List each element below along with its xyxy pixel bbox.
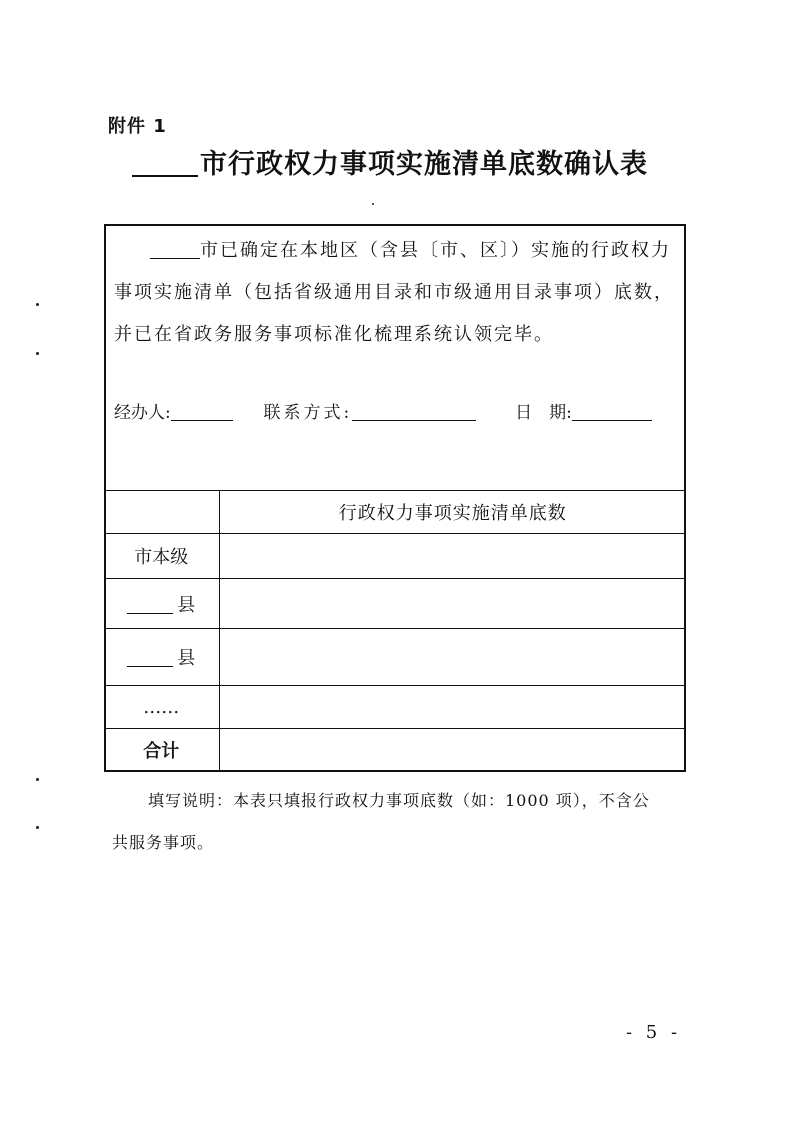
- row-label-text: 县: [177, 648, 196, 669]
- date-label: 日 期:: [515, 403, 572, 423]
- contact-field[interactable]: [352, 420, 476, 421]
- signature-row: [114, 398, 680, 423]
- row-value-field[interactable]: [219, 629, 686, 686]
- table-header-cell: 行政权力事项实施清单底数: [219, 491, 686, 534]
- statement-city-blank[interactable]: [150, 258, 200, 259]
- handler-field[interactable]: [171, 420, 233, 421]
- scan-speck: [372, 203, 374, 205]
- note-line-1: 填写说明：本表只填报行政权力事项底数（如：1000 项），不含公: [148, 791, 650, 810]
- note-line-2: 共服务事项。: [112, 833, 215, 852]
- contact-label: 联系方式:: [263, 403, 353, 423]
- statement-text: 市已确定在本地区（含县〔市、区〕）实施的行政权力事项实施清单（包括省级通用目录和市级通用目录事项）底数，并已在省政务服务事项标准化梳理系统认领完毕。: [114, 240, 674, 345]
- form-title-text: 市行政权力事项实施清单底数确认表: [200, 149, 648, 180]
- table-row: [104, 579, 686, 629]
- count-table: [104, 490, 686, 771]
- row-label: ……: [104, 686, 219, 729]
- row-value-field[interactable]: [219, 534, 686, 579]
- scan-speck: [36, 778, 39, 781]
- page-number: - 5 -: [626, 1022, 682, 1043]
- row-label: [104, 579, 219, 629]
- row-label-text: 县: [177, 594, 196, 616]
- scan-speck: [36, 826, 39, 829]
- attachment-label: 附件 1: [108, 116, 167, 137]
- row-label: 市本级: [104, 534, 219, 579]
- county-name-blank[interactable]: [127, 613, 173, 614]
- confirmation-statement: [114, 230, 680, 356]
- row-value-field[interactable]: [219, 579, 686, 629]
- county-name-blank[interactable]: [127, 666, 173, 667]
- city-name-blank[interactable]: [132, 175, 198, 177]
- scan-speck: [36, 303, 39, 306]
- row-label: 合计: [104, 729, 219, 771]
- row-value-field[interactable]: [219, 686, 686, 729]
- row-value-field[interactable]: [219, 729, 686, 771]
- table-corner-cell: [104, 491, 219, 534]
- scan-speck: [36, 352, 39, 355]
- date-field[interactable]: [572, 420, 652, 421]
- form-title: [132, 142, 692, 181]
- handler-label: 经办人:: [114, 403, 171, 423]
- table-row: [104, 686, 686, 729]
- fill-instructions: [112, 780, 686, 864]
- table-header-row: [104, 491, 686, 534]
- table-row: [104, 629, 686, 686]
- table-row-total: [104, 729, 686, 771]
- row-label: [104, 629, 219, 686]
- table-row: [104, 534, 686, 579]
